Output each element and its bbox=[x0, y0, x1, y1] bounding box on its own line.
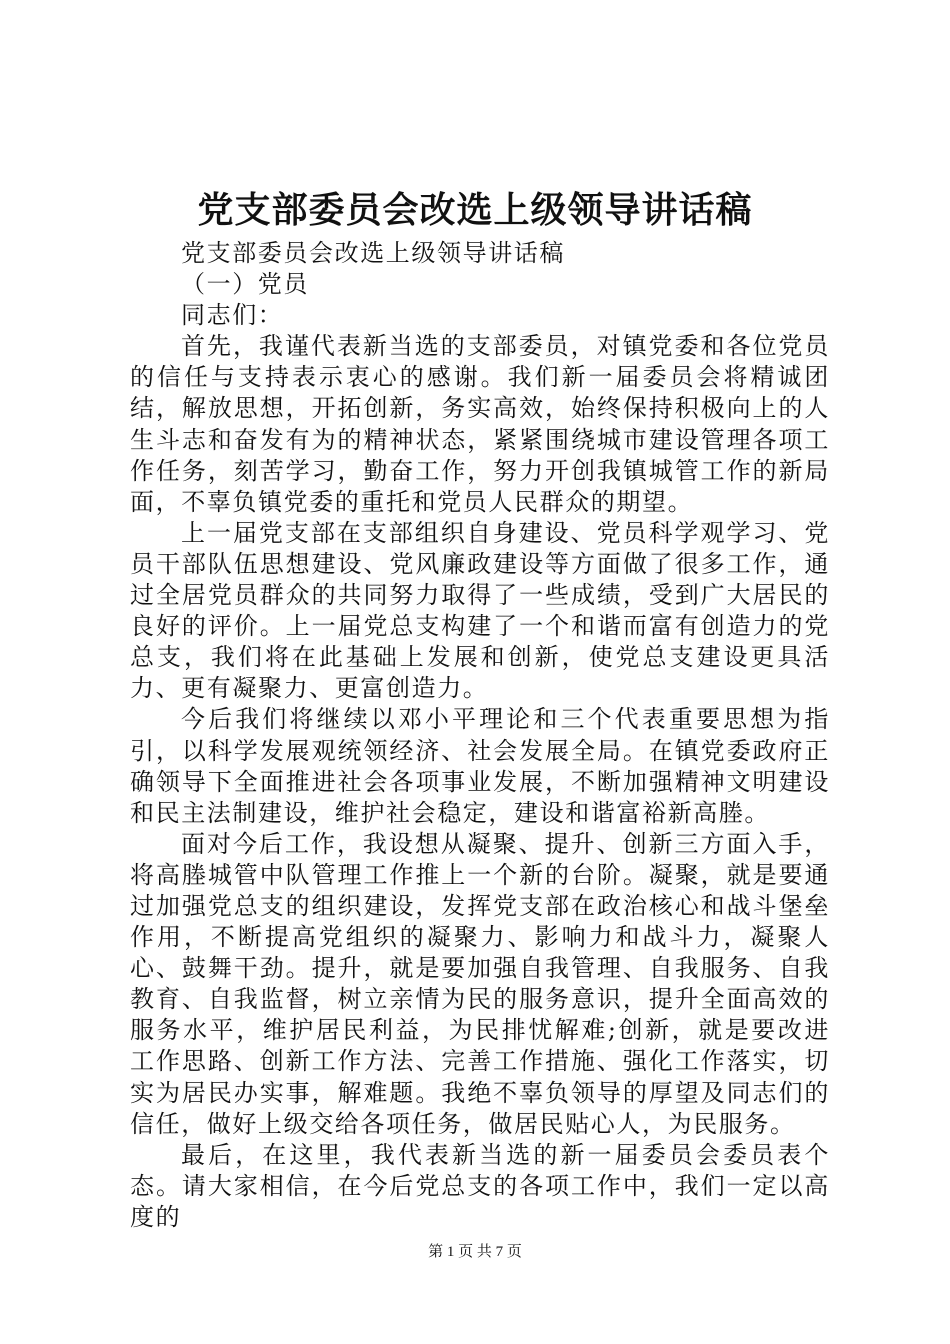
paragraph-body: 上一届党支部在支部组织自身建设、党员科学观学习、党员干部队伍思想建设、党风廉政建设等方面做了很多工作，通过全居党员群众的共同努力取得了一些成绩，受到广大居民的良好的评价。上一届党总支构建了一个和谐而富有创造力的党总支，我们将在此基础上发展和创新，使党总支建设更具活力、更有凝聚力、更富创造力。 bbox=[130, 518, 830, 703]
paragraph-body: 最后，在这里，我代表新当选的新一届委员会委员表个态。请大家相信，在今后党总支的各项工作中，我们一定以高度的 bbox=[130, 1140, 830, 1231]
page-number-footer: 第 1 页 共 7 页 bbox=[428, 1244, 522, 1260]
paragraph-section-label: （一）党员 bbox=[181, 270, 309, 299]
paragraph-body: 面对今后工作，我设想从凝聚、提升、创新三方面入手，将高塍城管中队管理工作推上一个新的台阶。凝聚，就是要通过加强党总支的组织建设，发挥党支部在政治核心和战斗堡垒作用，不断提高党组织的凝聚力、影响力和战斗力，凝聚人心、鼓舞干劲。提升，就是要加强自我管理、自我服务、自我教育、自我监督，树立亲情为民的服务意识，提升全面高效的服务水平，维护居民利益，为民排忧解难;创新，就是要改进工作思路、创新工作方法、完善工作措施、强化工作落实，切实为居民办实事，解难题。我绝不辜负领导的厚望及同志们的信任，做好上级交给各项任务，做居民贴心人，为民服务。 bbox=[130, 829, 830, 1138]
paragraph-body: 今后我们将继续以邓小平理论和三个代表重要思想为指引，以科学发展观统领经济、社会发展全局。在镇党委政府正确领导下全面推进社会各项事业发展，不断加强精神文明建设和民主法制建设，维护社会稳定，建设和谐富裕新高塍。 bbox=[130, 705, 830, 827]
paragraph-subtitle: 党支部委员会改选上级领导讲话稿 bbox=[181, 239, 565, 267]
paragraph-body: 首先，我谨代表新当选的支部委员，对镇党委和各位党员的信任与支持表示衷心的感谢。我们新一届委员会将精诚团结，解放思想，开拓创新，务实高效，始终保持积极向上的人生斗志和奋发有为的精神状态，紧紧围绕城市建设管理各项工作任务，刻苦学习，勤奋工作，努力开创我镇城管工作的新局面，不辜负镇党委的重托和党员人民群众的期望。 bbox=[130, 332, 830, 516]
document-body bbox=[130, 238, 830, 1233]
paragraph-salutation: 同志们： bbox=[181, 301, 284, 330]
document-title: 党支部委员会改选上级领导讲话稿 bbox=[197, 189, 753, 231]
